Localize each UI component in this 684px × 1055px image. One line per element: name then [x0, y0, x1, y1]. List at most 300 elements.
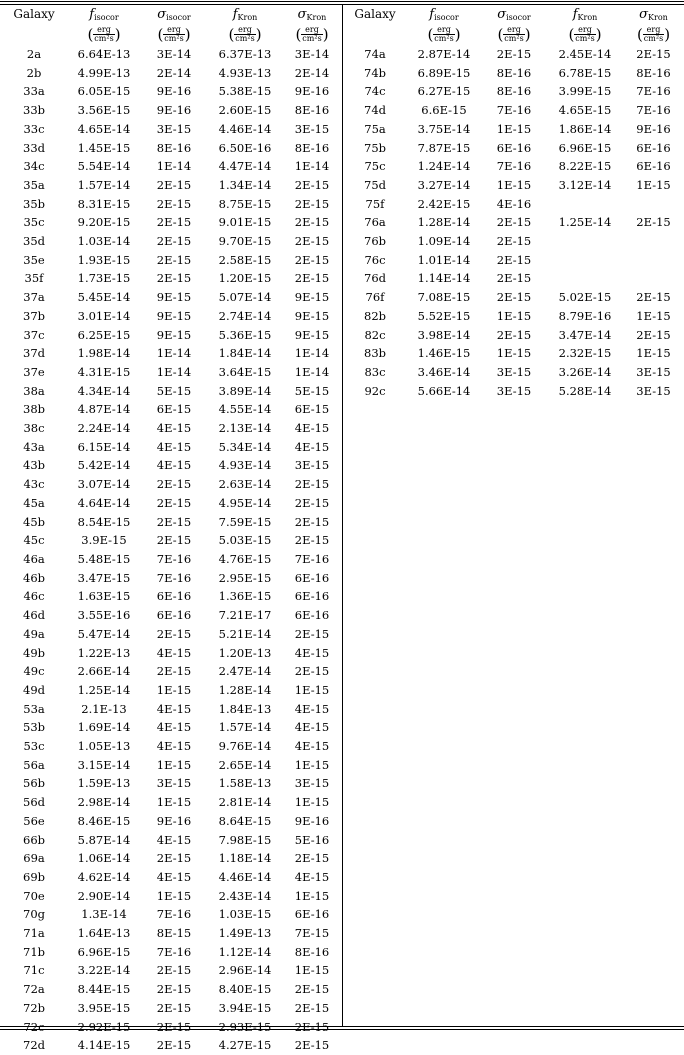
cell-f-kron: 2.47E-14	[218, 664, 272, 679]
cell-sigma-kron: 4E-15	[294, 720, 330, 735]
cell-galaxy: 70e	[23, 888, 45, 903]
table-row	[0, 195, 342, 214]
table-row	[0, 905, 342, 924]
cell-f-isocor: 1.24E-14	[417, 159, 471, 174]
cell-f-kron: 1.20E-13	[218, 645, 272, 660]
unit-numerator: erg	[93, 26, 114, 35]
cell-sigma-isocor: 9E-16	[156, 84, 192, 99]
cell-sigma-isocor: 4E-15	[156, 832, 192, 847]
cell-f-isocor: 9.20E-15	[77, 215, 131, 230]
header-galaxy: Galaxy	[354, 7, 396, 21]
cell-f-kron: 1.84E-13	[218, 701, 272, 716]
cell-f-isocor: 1.69E-14	[77, 720, 131, 735]
cell-galaxy: 49c	[23, 664, 45, 679]
cell-f-isocor: 7.87E-15	[417, 140, 471, 155]
table-row	[0, 999, 342, 1018]
cell-f-kron: 3.94E-15	[218, 1000, 272, 1015]
header-symbol-line	[208, 7, 282, 25]
cell-sigma-kron: 9E-16	[294, 813, 330, 828]
cell-f-kron: 5.03E-15	[218, 533, 272, 548]
cell-sigma-isocor: 2E-15	[496, 252, 532, 267]
paren-open: (	[87, 25, 94, 43]
table-row	[0, 45, 342, 64]
cell-f-kron: 1.84E-14	[218, 346, 272, 361]
cell-sigma-kron: 2E-15	[294, 626, 330, 641]
cell-galaxy: 56b	[23, 776, 45, 791]
cell-f-isocor: 2.98E-14	[77, 795, 131, 810]
cell-f-kron: 2.45E-14	[558, 47, 612, 61]
cell-sigma-kron: 4E-15	[294, 421, 330, 436]
cell-f-isocor: 3.55E-16	[77, 608, 131, 623]
cell-sigma-isocor: 1E-15	[496, 121, 532, 136]
cell-sigma-kron: 6E-16	[294, 589, 330, 604]
unit-denominator: cm²s	[504, 33, 524, 43]
table-body-left	[0, 45, 342, 1055]
cell-f-isocor: 1.63E-15	[77, 589, 131, 604]
cell-f-kron: 1.49E-13	[218, 926, 272, 941]
cell-f-kron: 8.64E-15	[218, 813, 272, 828]
cell-sigma-isocor: 2E-14	[156, 65, 192, 80]
table-row	[0, 924, 342, 943]
cell-sigma-kron: 2E-15	[294, 196, 330, 211]
header-f-kron	[547, 4, 623, 45]
header-galaxy: Galaxy	[13, 7, 55, 21]
cell-f-kron: 2.74E-14	[218, 308, 272, 323]
table-row	[0, 662, 342, 681]
cell-galaxy: 37a	[23, 290, 45, 305]
cell-sigma-isocor: 2E-15	[156, 495, 192, 510]
cell-sigma-isocor: 2E-15	[156, 196, 192, 211]
cell-f-kron: 1.28E-14	[218, 682, 272, 697]
table-row	[0, 887, 342, 906]
cell-sigma-isocor: 3E-14	[156, 47, 192, 61]
cell-galaxy: 76b	[364, 234, 386, 249]
header-row	[343, 4, 684, 45]
cell-sigma-kron: 1E-14	[294, 346, 330, 361]
cell-f-kron: 1.86E-14	[558, 121, 612, 136]
cell-sigma-isocor: 2E-15	[156, 215, 192, 230]
paren-open: (	[157, 25, 164, 43]
table-row	[0, 456, 342, 475]
cell-f-kron: 8.79E-16	[558, 308, 612, 323]
table-row	[0, 307, 342, 326]
cell-sigma-kron: 4E-15	[294, 439, 330, 454]
cell-f-isocor: 1.28E-14	[417, 215, 471, 230]
cell-galaxy: 33a	[23, 84, 45, 99]
cell-f-kron: 1.57E-14	[218, 720, 272, 735]
cell-sigma-kron	[623, 195, 684, 214]
cell-sigma-kron: 2E-15	[294, 234, 330, 249]
table-row	[0, 139, 342, 158]
paren-close: )	[184, 25, 191, 43]
cell-galaxy: 83b	[364, 346, 386, 361]
paren-close: )	[322, 25, 329, 43]
table-row	[0, 644, 342, 663]
cell-sigma-kron: 8E-16	[294, 103, 330, 118]
cell-galaxy: 43b	[23, 458, 45, 473]
cell-f-kron: 5.07E-14	[218, 290, 272, 305]
cell-f-isocor: 5.54E-14	[77, 159, 131, 174]
table-row	[0, 1036, 342, 1055]
cell-f-isocor: 4.14E-15	[77, 1038, 131, 1053]
table-row	[0, 251, 342, 270]
cell-f-kron: 4.55E-14	[218, 402, 272, 417]
table-row	[0, 774, 342, 793]
cell-sigma-isocor: 1E-15	[156, 795, 192, 810]
cell-f-isocor: 1.05E-13	[77, 739, 131, 754]
cell-sigma-kron: 2E-15	[294, 252, 330, 267]
unit-numerator: erg	[301, 26, 322, 35]
cell-sigma-kron: 3E-14	[294, 47, 330, 61]
cell-sigma-kron: 2E-15	[294, 982, 330, 997]
cell-f-kron: 2.81E-14	[218, 795, 272, 810]
cell-f-kron: 4.65E-15	[558, 103, 612, 118]
cell-f-kron: 4.93E-13	[218, 65, 272, 80]
cell-galaxy: 76c	[364, 252, 386, 267]
cell-galaxy: 56e	[23, 813, 45, 828]
header-symbol-line	[481, 7, 547, 25]
cell-sigma-kron: 2E-15	[294, 495, 330, 510]
cell-sigma-isocor: 2E-15	[156, 234, 192, 249]
cell-sigma-isocor: 5E-15	[156, 383, 192, 398]
cell-sigma-isocor: 2E-15	[156, 533, 192, 548]
cell-sigma-kron: 3E-15	[294, 458, 330, 473]
paren-close: )	[454, 25, 461, 43]
cell-sigma-isocor: 1E-15	[156, 757, 192, 772]
cell-sigma-isocor: 4E-15	[156, 739, 192, 754]
cell-sigma-isocor: 3E-15	[156, 121, 192, 136]
cell-sigma-isocor: 8E-16	[496, 84, 532, 99]
table-row	[0, 531, 342, 550]
cell-sigma-kron: 2E-15	[294, 215, 330, 230]
cell-sigma-kron: 4E-15	[294, 739, 330, 754]
cell-f-isocor: 3.98E-14	[417, 327, 471, 342]
cell-galaxy: 35b	[23, 196, 45, 211]
cell-sigma-kron: 2E-15	[294, 477, 330, 492]
cell-f-isocor: 5.45E-14	[77, 290, 131, 305]
table-row	[0, 382, 342, 401]
table-row	[0, 157, 342, 176]
cell-sigma-isocor: 2E-15	[156, 177, 192, 192]
cell-f-isocor: 1.09E-14	[417, 234, 471, 249]
header-unit-line	[68, 25, 140, 43]
cell-sigma-isocor: 1E-14	[156, 159, 192, 174]
header-unit-line	[140, 25, 208, 43]
cell-f-kron: 4.95E-14	[218, 495, 272, 510]
cell-sigma-kron: 9E-15	[294, 308, 330, 323]
paren-close: )	[114, 25, 121, 43]
cell-galaxy: 34c	[23, 159, 45, 174]
table-row	[343, 101, 684, 120]
cell-f-kron: 5.02E-15	[558, 290, 612, 305]
header-symbol-line	[140, 7, 208, 25]
cell-sigma-kron: 4E-15	[294, 869, 330, 884]
cell-f-kron: 2.43E-14	[218, 888, 272, 903]
cell-sigma-kron: 1E-15	[294, 888, 330, 903]
cell-f-kron	[547, 251, 623, 270]
unit-fraction	[301, 26, 322, 43]
cell-sigma-kron	[623, 251, 684, 270]
table-row	[343, 382, 684, 401]
table-row	[0, 344, 342, 363]
header-subscript: Kron	[577, 13, 598, 22]
cell-f-isocor: 3.07E-14	[77, 477, 131, 492]
cell-f-kron: 3.99E-15	[558, 84, 612, 99]
unit-fraction	[163, 26, 184, 43]
cell-galaxy: 75a	[364, 121, 386, 136]
header-subscript: Kron	[306, 13, 327, 22]
table-row	[0, 419, 342, 438]
paren-open: (	[636, 25, 643, 43]
unit-denominator: cm²s	[94, 33, 114, 43]
header-f-isocor	[407, 4, 481, 45]
header-symbol-line	[623, 7, 684, 25]
table-row	[0, 737, 342, 756]
cell-f-kron: 1.12E-14	[218, 944, 272, 959]
cell-galaxy: 46b	[23, 570, 45, 585]
header-symbol: σ	[157, 7, 167, 22]
cell-f-kron: 5.21E-14	[218, 626, 272, 641]
cell-galaxy: 72d	[23, 1038, 45, 1053]
cell-sigma-isocor: 4E-15	[156, 720, 192, 735]
cell-galaxy: 45b	[23, 514, 45, 529]
cell-sigma-kron: 2E-15	[294, 1038, 330, 1053]
table-row	[0, 980, 342, 999]
cell-f-kron: 2.63E-14	[218, 477, 272, 492]
cell-galaxy: 66b	[23, 832, 45, 847]
table-row	[0, 269, 342, 288]
cell-sigma-kron: 5E-16	[294, 832, 330, 847]
header-sigma-kron	[623, 4, 684, 45]
cell-sigma-isocor: 2E-15	[496, 271, 532, 286]
cell-f-isocor: 8.46E-15	[77, 813, 131, 828]
cell-galaxy: 35a	[23, 177, 45, 192]
header-subscript: Kron	[237, 13, 258, 22]
paren-open: (	[295, 25, 302, 43]
cell-sigma-isocor: 4E-15	[156, 645, 192, 660]
cell-f-kron: 9.70E-15	[218, 234, 272, 249]
cell-f-isocor: 4.62E-14	[77, 869, 131, 884]
cell-sigma-kron	[623, 269, 684, 288]
header-unit-line	[407, 25, 481, 43]
cell-f-isocor: 1.45E-15	[77, 140, 131, 155]
cell-galaxy: 76d	[364, 271, 386, 286]
cell-sigma-isocor: 9E-16	[156, 813, 192, 828]
cell-sigma-kron: 8E-16	[636, 65, 671, 80]
cell-f-kron: 4.76E-15	[218, 551, 272, 566]
table-row	[343, 213, 684, 232]
cell-f-isocor: 2.66E-14	[77, 664, 131, 679]
cell-sigma-kron: 1E-15	[294, 682, 330, 697]
cell-sigma-kron: 3E-15	[294, 121, 330, 136]
cell-sigma-isocor: 4E-16	[496, 196, 532, 211]
cell-sigma-kron: 3E-15	[636, 383, 671, 398]
header-unit-line	[208, 25, 282, 43]
cell-sigma-isocor: 6E-15	[156, 402, 192, 417]
cell-galaxy: 72a	[23, 982, 45, 997]
cell-sigma-isocor: 9E-15	[156, 308, 192, 323]
unit-label	[87, 26, 120, 43]
cell-f-kron: 5.28E-14	[558, 383, 612, 398]
cell-sigma-kron: 7E-16	[636, 103, 671, 118]
cell-galaxy: 35e	[23, 252, 45, 267]
cell-f-isocor: 1.59E-13	[77, 776, 131, 791]
unit-fraction	[574, 26, 595, 43]
cell-sigma-isocor: 2E-15	[156, 963, 192, 978]
cell-f-kron: 4.93E-14	[218, 458, 272, 473]
header-unit-line	[623, 25, 684, 43]
cell-galaxy: 33b	[23, 103, 45, 118]
cell-galaxy: 56d	[23, 795, 45, 810]
cell-f-kron: 2.95E-15	[218, 570, 272, 585]
cell-f-isocor: 1.73E-15	[77, 271, 131, 286]
unit-fraction	[643, 26, 664, 43]
cell-f-kron: 4.46E-14	[218, 121, 272, 136]
cell-f-kron: 6.50E-16	[218, 140, 272, 155]
cell-f-isocor: 3.01E-14	[77, 308, 131, 323]
table-row	[343, 363, 684, 382]
cell-f-kron: 2.96E-14	[218, 963, 272, 978]
unit-label	[497, 26, 530, 43]
cell-galaxy: 46a	[23, 551, 45, 566]
paren-close: )	[664, 25, 671, 43]
cell-f-isocor: 3.27E-14	[417, 177, 471, 192]
cell-f-kron: 7.59E-15	[218, 514, 272, 529]
table-row	[0, 513, 342, 532]
table-row	[343, 157, 684, 176]
cell-f-isocor: 2.24E-14	[77, 421, 131, 436]
cell-sigma-kron: 6E-16	[294, 570, 330, 585]
cell-galaxy: 45c	[23, 533, 45, 548]
header-f-isocor	[68, 4, 140, 45]
cell-galaxy: 70g	[23, 907, 45, 922]
header-symbol-line	[68, 7, 140, 25]
header-symbol: f	[232, 7, 238, 22]
cell-f-kron: 9.76E-14	[218, 739, 272, 754]
cell-sigma-kron: 2E-15	[294, 271, 330, 286]
cell-sigma-kron: 4E-15	[294, 701, 330, 716]
cell-f-kron: 8.75E-15	[218, 196, 272, 211]
cell-sigma-kron: 6E-16	[636, 140, 671, 155]
unit-label	[157, 26, 190, 43]
cell-galaxy: 46d	[23, 608, 45, 623]
unit-numerator: erg	[503, 26, 524, 35]
cell-sigma-kron: 6E-16	[294, 907, 330, 922]
table-row	[0, 831, 342, 850]
cell-galaxy: 76f	[365, 290, 385, 305]
unit-label	[568, 26, 601, 43]
table-row	[343, 139, 684, 158]
table-body-right	[343, 45, 684, 400]
cell-galaxy: 76a	[364, 215, 386, 230]
cell-sigma-kron: 1E-14	[294, 159, 330, 174]
cell-f-isocor: 1.64E-13	[77, 926, 131, 941]
header-sigma-isocor	[481, 4, 547, 45]
cell-f-kron: 5.36E-15	[218, 327, 272, 342]
cell-f-kron: 6.96E-15	[558, 140, 612, 155]
table-row	[0, 494, 342, 513]
table-row	[343, 120, 684, 139]
cell-f-kron: 2.13E-14	[218, 421, 272, 436]
unit-denominator: cm²s	[302, 33, 322, 43]
cell-sigma-isocor: 1E-15	[156, 888, 192, 903]
cell-f-isocor: 3.56E-15	[77, 103, 131, 118]
table-row	[0, 363, 342, 382]
table-row	[0, 64, 342, 83]
cell-sigma-isocor: 7E-16	[496, 159, 532, 174]
cell-sigma-isocor: 6E-16	[156, 589, 192, 604]
paren-close: )	[255, 25, 262, 43]
cell-galaxy: 74d	[364, 103, 386, 118]
paren-open: (	[228, 25, 235, 43]
cell-sigma-isocor: 2E-15	[156, 514, 192, 529]
table-row	[0, 849, 342, 868]
cell-galaxy: 82c	[364, 327, 386, 342]
cell-f-kron: 7.21E-17	[218, 608, 272, 623]
unit-fraction	[234, 26, 255, 43]
unit-numerator: erg	[163, 26, 184, 35]
cell-sigma-isocor: 7E-16	[156, 944, 192, 959]
header-symbol: σ	[497, 7, 507, 22]
table-row	[0, 326, 342, 345]
table-row	[0, 868, 342, 887]
cell-f-kron: 4.47E-14	[218, 159, 272, 174]
cell-f-kron: 3.26E-14	[558, 364, 612, 379]
cell-sigma-kron	[623, 232, 684, 251]
cell-f-kron: 3.64E-15	[218, 364, 272, 379]
cell-f-isocor: 5.42E-14	[77, 458, 131, 473]
header-symbol: σ	[639, 7, 649, 22]
cell-f-isocor: 6.27E-15	[417, 84, 471, 99]
table-row	[0, 793, 342, 812]
cell-f-isocor: 4.99E-13	[77, 65, 131, 80]
table-row	[343, 176, 684, 195]
cell-galaxy: 53a	[23, 701, 45, 716]
cell-galaxy: 75d	[364, 177, 386, 192]
header-subscript: isocor	[434, 13, 459, 22]
cell-sigma-kron: 6E-15	[294, 402, 330, 417]
cell-galaxy: 37c	[23, 327, 45, 342]
cell-f-isocor: 3.22E-14	[77, 963, 131, 978]
unit-denominator: cm²s	[643, 33, 664, 43]
cell-f-kron: 4.46E-14	[218, 869, 272, 884]
cell-f-kron: 1.18E-14	[218, 851, 272, 866]
unit-numerator: erg	[643, 26, 664, 35]
cell-sigma-isocor: 2E-15	[156, 252, 192, 267]
cell-f-isocor: 2.87E-14	[417, 47, 471, 61]
cell-sigma-isocor: 2E-15	[156, 271, 192, 286]
table-row	[0, 101, 342, 120]
cell-f-isocor: 5.87E-14	[77, 832, 131, 847]
table-row	[0, 606, 342, 625]
table-row	[343, 64, 684, 83]
cell-sigma-kron: 9E-16	[636, 121, 671, 136]
cell-sigma-isocor: 4E-15	[156, 701, 192, 716]
top-rule-1	[0, 1, 684, 2]
cell-f-kron: 3.47E-14	[558, 327, 612, 342]
cell-f-isocor: 1.22E-13	[77, 645, 131, 660]
cell-f-kron: 1.36E-15	[218, 589, 272, 604]
cell-galaxy: 37b	[23, 308, 45, 323]
unit-fraction	[503, 26, 524, 43]
cell-sigma-isocor: 7E-16	[156, 570, 192, 585]
cell-sigma-kron: 8E-16	[294, 140, 330, 155]
table-row	[0, 700, 342, 719]
cell-f-kron: 8.22E-15	[558, 159, 612, 174]
table-row	[0, 812, 342, 831]
cell-f-isocor: 3.75E-14	[417, 121, 471, 136]
header-f-kron	[208, 4, 282, 45]
